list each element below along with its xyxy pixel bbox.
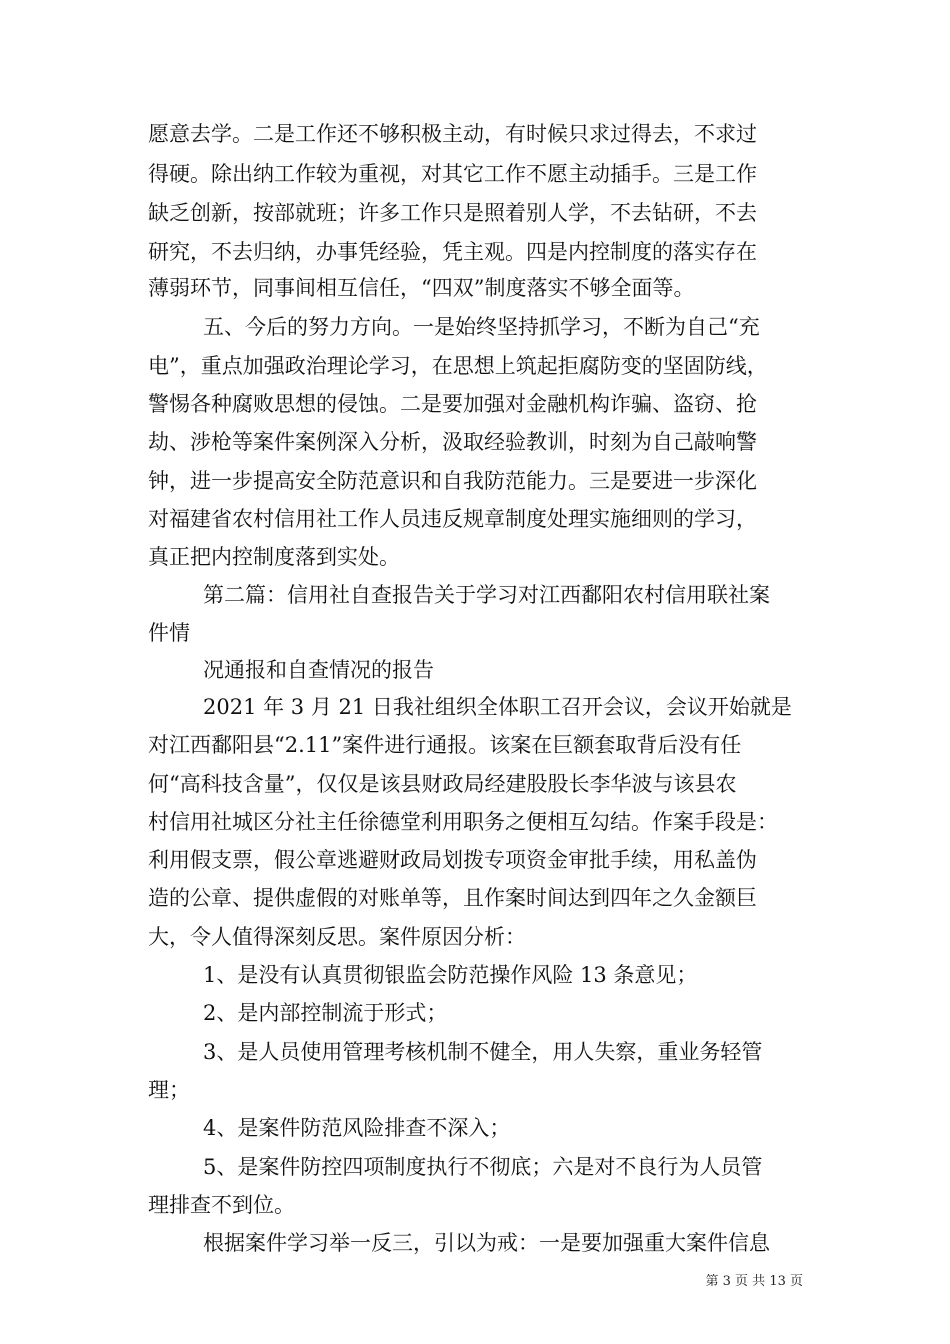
text-line: 对江西鄱阳县“2.11”案件进行通报。该案在巨额套取背后没有任 <box>148 733 742 757</box>
text-line: 钟，进一步提高安全防范意识和自我防范能力。三是要进一步深化 <box>148 469 757 493</box>
list-item: 3、是人员使用管理考核机制不健全，用人失察，重业务轻管 <box>203 1040 763 1064</box>
text-line: 利用假支票，假公章逃避财政局划拨专项资金审批手续，用私盖伪 <box>148 848 757 872</box>
text-line: 薄弱环节，同事间相互信任，“四双”制度落实不够全面等。 <box>148 276 695 300</box>
text-line: 2021 年 3 月 21 日我社组织全体职工召开会议，会议开始就是 <box>203 695 792 719</box>
text-line: 对福建省农村信用社工作人员违反规章制度处理实施细则的学习， <box>148 507 757 531</box>
text-line: 根据案件学习举一反三，引以为戒：一是要加强重大案件信息 <box>203 1231 770 1255</box>
text-line: 研究，不去归纳，办事凭经验，凭主观。四是内控制度的落实存在 <box>148 240 757 264</box>
text-line: 警惕各种腐败思想的侵蚀。二是要加强对金融机构诈骗、盗窃、抢 <box>148 392 757 416</box>
section-heading: 第二篇：信用社自查报告关于学习对江西鄱阳农村信用联社案 <box>203 583 770 607</box>
text-line: 劫、涉枪等案件案例深入分析，汲取经验教训，时刻为自己敲响警 <box>148 430 757 454</box>
text-line: 得硬。除出纳工作较为重视，对其它工作不愿主动插手。三是工作 <box>148 162 757 186</box>
text-line: 五、今后的努力方向。一是始终坚持抓学习，不断为自己“充 <box>203 315 760 339</box>
list-item: 4、是案件防范风险排查不深入； <box>203 1116 511 1140</box>
text-line: 村信用社城区分社主任徐德堂利用职务之便相互勾结。作案手段是： <box>148 810 778 834</box>
text-line: 大，令人值得深刻反思。案件原因分析： <box>148 925 526 949</box>
list-item: 2、是内部控制流于形式； <box>203 1001 448 1025</box>
list-item: 理； <box>148 1078 190 1102</box>
section-heading: 况通报和自查情况的报告 <box>203 658 434 682</box>
list-item: 1、是没有认真贯彻银监会防范操作风险 13 条意见； <box>203 963 698 987</box>
text-line: 电”，重点加强政治理论学习，在思想上筑起拒腐防变的坚固防线， <box>148 354 768 378</box>
text-line: 真正把内控制度落到实处。 <box>148 545 400 569</box>
text-line: 何“高科技含量”，仅仅是该县财政局经建股股长李华波与该县农 <box>148 772 737 796</box>
text-line: 缺乏创新，按部就班；许多工作只是照着别人学，不去钻研，不去 <box>148 201 757 225</box>
text-line: 造的公章、提供虚假的对账单等，且作案时间达到四年之久金额巨 <box>148 886 757 910</box>
page-number: 第 3 页 共 13 页 <box>705 1274 803 1289</box>
section-heading: 件情 <box>148 621 190 645</box>
list-item: 理排查不到位。 <box>148 1193 295 1217</box>
list-item: 5、是案件防控四项制度执行不彻底；六是对不良行为人员管 <box>203 1155 763 1179</box>
text-line: 愿意去学。二是工作还不够积极主动，有时候只求过得去，不求过 <box>148 122 757 146</box>
